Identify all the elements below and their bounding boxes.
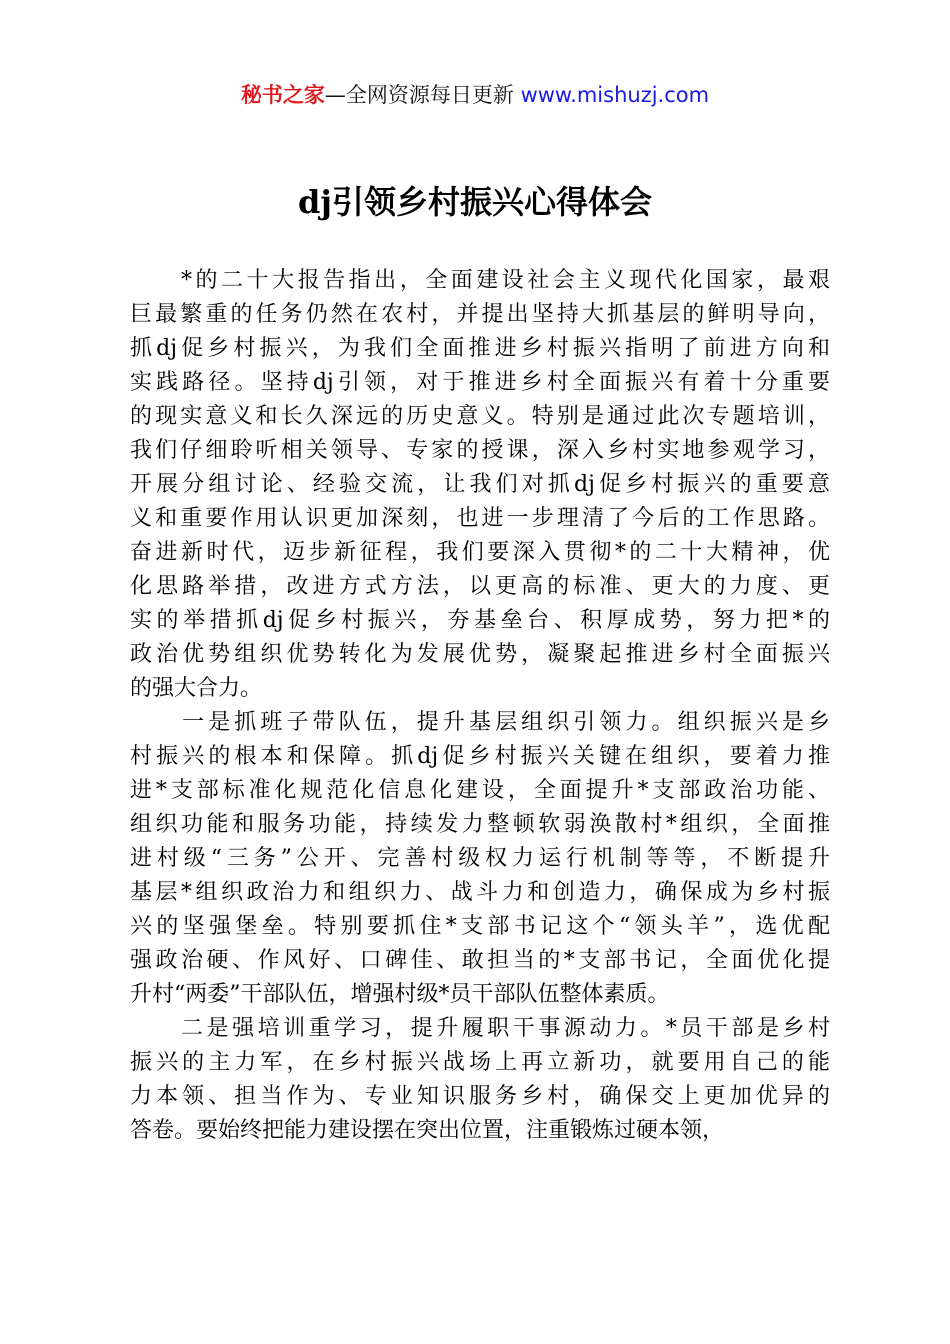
paragraph [130,1012,830,1148]
paragraph-line: 组织功能和服务功能，持续发力整顿软弱涣散村*组织，全面推 [130,812,830,837]
paragraph-line: 进村级“三务”公开、完善村级权力运行机制等等，不断提升 [130,846,830,871]
paragraph-line: 升村“两委”干部队伍，增强村级*员干部队伍整体素质。 [130,982,670,1007]
paragraph-line: 奋进新时代，迈步新征程，我们要深入贯彻*的二十大精神，优 [130,540,830,565]
paragraph-line: 开展分组讨论、经验交流，让我们对抓dj促乡村振兴的重要意 [130,472,831,497]
paragraph-line: 答卷。要始终把能力建设摆在突出位置，注重锻炼过硬本领， [130,1118,725,1143]
site-tagline: —全网资源每日更新 [324,83,521,107]
paragraph-line: 一是抓班子带队伍，提升基层组织引领力。组织振兴是乡 [130,710,830,735]
paragraph-line: 实的举措抓dj促乡村振兴，夯基垒台、积厚成势，努力把*的 [130,608,830,633]
site-url-link[interactable]: www.mishuzj.com [520,83,710,107]
paragraph-line: 进*支部标准化规范化信息化建设，全面提升*支部政治功能、 [130,778,830,803]
paragraph-line: 基层*组织政治力和组织力、战斗力和创造力，确保成为乡村振 [130,880,830,905]
paragraph-line: 兴的坚强堡垒。特别要抓住*支部书记这个“领头羊”，选优配 [130,914,830,939]
paragraph-line: 化思路举措，改进方式方法，以更高的标准、更大的力度、更 [130,574,830,599]
site-brand: 秘书之家 [240,83,325,107]
paragraph-line: 二是强培训重学习，提升履职干事源动力。*员干部是乡村 [130,1016,830,1041]
paragraph-line: 的现实意义和长久深远的历史意义。特别是通过此次专题培训， [130,404,830,429]
paragraph-line: 村振兴的根本和保障。抓dj促乡村振兴关键在组织，要着力推 [130,744,830,769]
paragraph-line: 我们仔细聆听相关领导、专家的授课，深入乡村实地参观学习， [130,438,830,463]
document-title: dj引领乡村振兴心得体会 [298,183,652,221]
paragraph-line: 振兴的主力军，在乡村振兴战场上再立新功，就要用自己的能 [130,1050,830,1075]
paragraph-line: 政治优势组织优势转化为发展优势，凝聚起推进乡村全面振兴 [130,642,830,667]
paragraph-line: 巨最繁重的任务仍然在农村，并提出坚持大抓基层的鲜明导向， [130,302,830,327]
paragraph-line: 力本领、担当作为、专业知识服务乡村，确保交上更加优异的 [130,1084,830,1109]
site-header [0,80,950,110]
paragraph-line: 义和重要作用认识更加深刻，也进一步理清了今后的工作思路。 [130,506,830,531]
paragraph [130,264,830,706]
paragraph-line: 强政治硬、作风好、口碑佳、敢担当的*支部书记，全面优化提 [130,948,830,973]
paragraph-line: *的二十大报告指出，全面建设社会主义现代化国家，最艰 [130,268,830,293]
paragraph-line: 实践路径。坚持dj引领，对于推进乡村全面振兴有着十分重要 [130,370,830,395]
paragraph [130,706,830,1012]
paragraph-line: 的强大合力。 [130,676,263,701]
paragraph-line: 抓dj促乡村振兴，为我们全面推进乡村振兴指明了前进方向和 [130,336,831,361]
document-body [130,264,830,1148]
